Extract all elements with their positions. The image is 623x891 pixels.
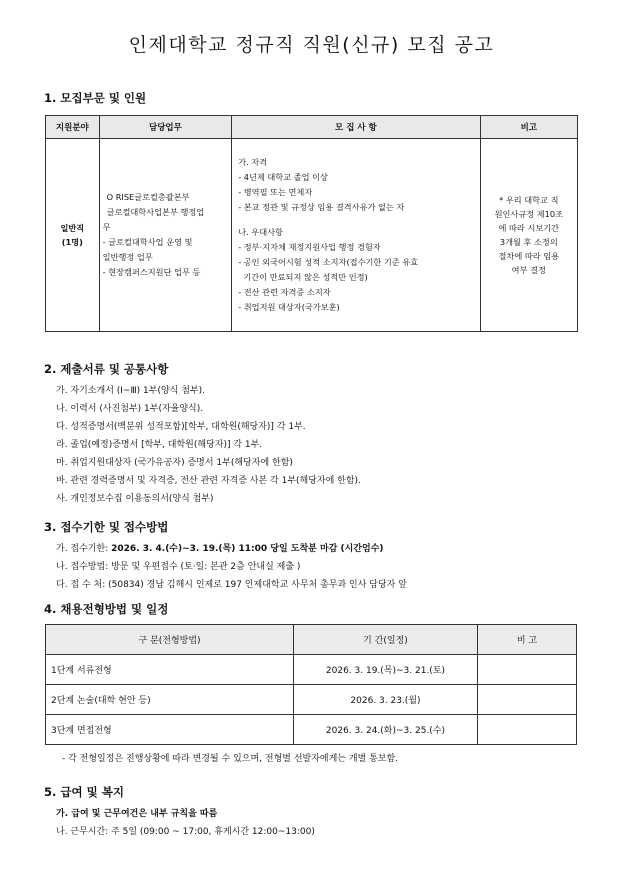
duty-cell: [99, 139, 232, 332]
deadline-value: 2026. 3. 4.(수)~3. 19.(목) 11:00 당일 도착분 마감 (시간엄수): [111, 544, 384, 554]
qualification-item: - 본교 정관 및 규정상 임용 결격사유가 없는 자: [238, 202, 405, 212]
field-count: (1명): [61, 237, 83, 247]
duty-line: 글로컬대학사업본부 행정업: [106, 207, 205, 217]
col-header-duty: 담당업무: [99, 116, 232, 139]
duty-line: 무: [102, 222, 111, 232]
stage-cell: 3단계 면접전형: [46, 715, 294, 745]
section3-heading: 3. 접수기한 및 접수방법: [44, 520, 169, 534]
section5-heading: 5. 급여 및 복지: [44, 785, 124, 799]
note-line: * 우리 대학교 직: [499, 195, 559, 205]
col-header-period: 기 간(일정): [294, 625, 478, 655]
stage-cell: 2단계 논술(대학 현안 등): [46, 685, 294, 715]
duty-line: - 현장캠퍼스지원단 업무 등: [102, 267, 201, 277]
pay-text: 가. 급여 및 근무여건은 내부 규칙을 따름: [56, 809, 218, 819]
col-header-remark: 비 고: [477, 625, 576, 655]
hours-line: 나. 근무시간: 주 5일 (09:00 ~ 17:00, 휴게시간 12:00~13:00): [56, 827, 315, 837]
document-item: 사. 개인정보수집 이용동의서(양식 첨부): [56, 494, 214, 504]
remark-cell: [477, 715, 576, 745]
table-row: [46, 655, 577, 685]
section4-heading: 4. 채용전형방법 및 일정: [44, 602, 169, 616]
note-line: 원인사규정 제10조: [494, 209, 563, 219]
duty-line: 일반행정 업무: [102, 252, 153, 262]
duty-line: O RISE글로컬총괄본부: [106, 192, 190, 202]
note-cell: [480, 139, 577, 332]
preference-item: - 공인 외국어시험 성적 소지자(접수기한 기준 유효: [238, 257, 419, 267]
qualification-item: - 병역필 또는 면제자: [238, 187, 313, 197]
col-header-field: 지원분야: [46, 116, 100, 139]
section2-heading: 2. 제출서류 및 공통사항: [44, 362, 169, 376]
document-item: 라. 졸업(예정)증명서 [학부, 대학원(해당자)] 각 1부.: [56, 440, 263, 450]
table-row: [46, 685, 577, 715]
method-line: 나. 접수방법: 방문 및 우편접수 (토·일: 본관 2층 안내실 제출 ): [56, 562, 301, 572]
schedule-footnote: - 각 전형일정은 진행상황에 따라 변경될 수 있으며, 전형별 선발자에게는 개별 통보함.: [62, 754, 399, 764]
deadline-line: [56, 541, 384, 554]
requirements-cell: [232, 139, 480, 332]
document-item: 바. 관련 경력증명서 및 자격증, 전산 관련 자격증 사본 각 1부(해당자에 한함).: [56, 476, 361, 486]
document-item: 다. 성적증명서(백분위 성적포함)[학부, 대학원(해당자)] 각 1부.: [56, 422, 306, 432]
note-line: 절차에 따라 임용: [498, 251, 560, 261]
address-line: 다. 접 수 처: (50834) 경남 김해시 인제로 197 인제대학교 사무처 총무과 인사 담당자 앞: [56, 580, 407, 590]
period-cell: 2026. 3. 19.(목)~3. 21.(토): [294, 655, 478, 685]
preference-title: 나. 우대사항: [238, 227, 283, 237]
note-line: 에 따라 시보기간: [498, 223, 560, 233]
preference-item: - 정부·지자체 재정지원사업 행정 경험자: [238, 242, 381, 252]
field-cell: [46, 139, 100, 332]
preference-item: 기간이 만료되지 않은 성적만 인정): [238, 272, 368, 282]
qualification-title: 가. 자격: [238, 157, 268, 167]
field-name: 일반직: [60, 223, 85, 233]
duty-line: - 글로컬대학사업 운영 및: [102, 237, 193, 247]
preference-item: - 취업지원 대상자(국가보훈): [238, 302, 340, 312]
period-cell: 2026. 3. 23.(월): [294, 685, 478, 715]
col-header-requirements: 모 집 사 항: [232, 116, 480, 139]
remark-cell: [477, 685, 576, 715]
section1-heading: 1. 모집부문 및 인원: [44, 91, 147, 105]
col-header-stage: 구 분(전형방법): [46, 625, 294, 655]
note-line: 여부 결정: [511, 265, 546, 275]
table-row: [46, 715, 577, 745]
period-cell: 2026. 3. 24.(화)~3. 25.(수): [294, 715, 478, 745]
qualification-item: - 4년제 대학교 졸업 이상: [238, 172, 328, 182]
col-header-note: 비고: [480, 116, 577, 139]
remark-cell: [477, 655, 576, 685]
document-item: 나. 이력서 (사진첨부) 1부(자율양식).: [56, 404, 204, 414]
document-item: 가. 자기소개서 (Ⅰ~Ⅲ) 1부(양식 첨부).: [56, 386, 205, 396]
note-line: 3개월 후 소정의: [499, 237, 558, 247]
schedule-table: [45, 624, 577, 745]
document-item: 마. 취업지원대상자 (국가유공자) 증명서 1부(해당자에 한함): [56, 458, 293, 468]
deadline-label: 가. 접수기한:: [56, 544, 112, 554]
stage-cell: 1단계 서류전형: [46, 655, 294, 685]
page-title: 인제대학교 정규직 직원(신규) 모집 공고: [128, 34, 495, 56]
preference-item: - 전산 관련 자격증 소지자: [238, 287, 331, 297]
recruitment-table: [45, 115, 578, 332]
pay-line: [56, 806, 217, 819]
